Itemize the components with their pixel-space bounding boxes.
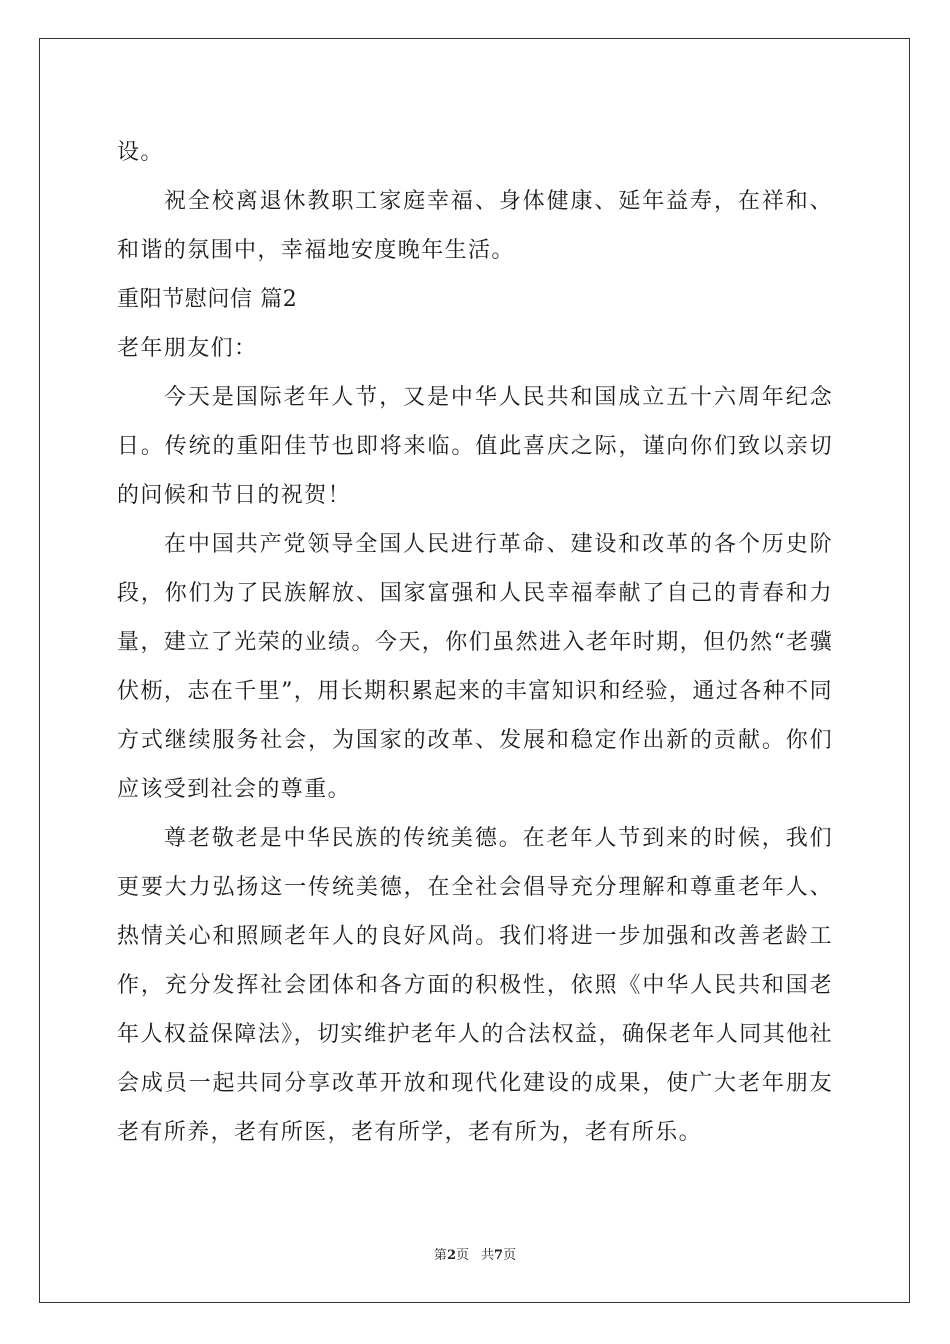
paragraph-continuation: 设。 — [117, 140, 164, 165]
page-suffix: 页 — [455, 1248, 469, 1263]
current-page-number: 2 — [446, 1248, 456, 1263]
paragraph-greeting: 今天是国际老年人节，又是中华人民共和国成立五十六周年纪念日。传统的重阳佳节也即将来临。值此喜庆之际，谨向你们致以亲切的问候和节日的祝贺！ — [117, 385, 833, 508]
paragraph-history: 在中国共产党领导全国人民进行革命、建设和改革的各个历史阶段，你们为了民族解放、国家富强和人民幸福奉献了自己的青春和力量，建立了光荣的业绩。今天，你们虽然进入老年时期，但仍然“老骥伏枥，志在千里”，用长期积累起来的丰富知识和经验，通过各种不同方式继续服务社会，为国家的改革、发展和稳定作出新的贡献。你们应该受到社会的尊重。 — [117, 532, 833, 802]
total-suffix: 页 — [503, 1248, 517, 1263]
total-page-number: 7 — [494, 1248, 504, 1263]
total-prefix: 共 — [481, 1248, 495, 1263]
section-heading: 重阳节慰问信 篇2 — [117, 287, 298, 312]
page-footer — [0, 1248, 950, 1264]
salutation: 老年朋友们： — [117, 336, 258, 361]
document-body — [117, 128, 833, 1157]
page-prefix: 第 — [433, 1248, 447, 1263]
paragraph-respect: 尊老敬老是中华民族的传统美德。在老年人节到来的时候，我们更要大力弘扬这一传统美德，在全社会倡导充分理解和尊重老年人、热情关心和照顾老年人的良好风尚。我们将进一步加强和改善老龄工作，充分发挥社会团体和各方面的积极性，依照《中华人民共和国老年人权益保障法》，切实维护老年人的合法权益，确保老年人同其他社会成员一起共同分享改革开放和现代化建设的成果，使广大老年朋友老有所养，老有所医，老有所学，老有所为，老有所乐。 — [117, 826, 833, 1145]
paragraph-blessing: 祝全校离退休教职工家庭幸福、身体健康、延年益寿，在祥和、和谐的氛围中，幸福地安度晚年生活。 — [117, 189, 833, 263]
